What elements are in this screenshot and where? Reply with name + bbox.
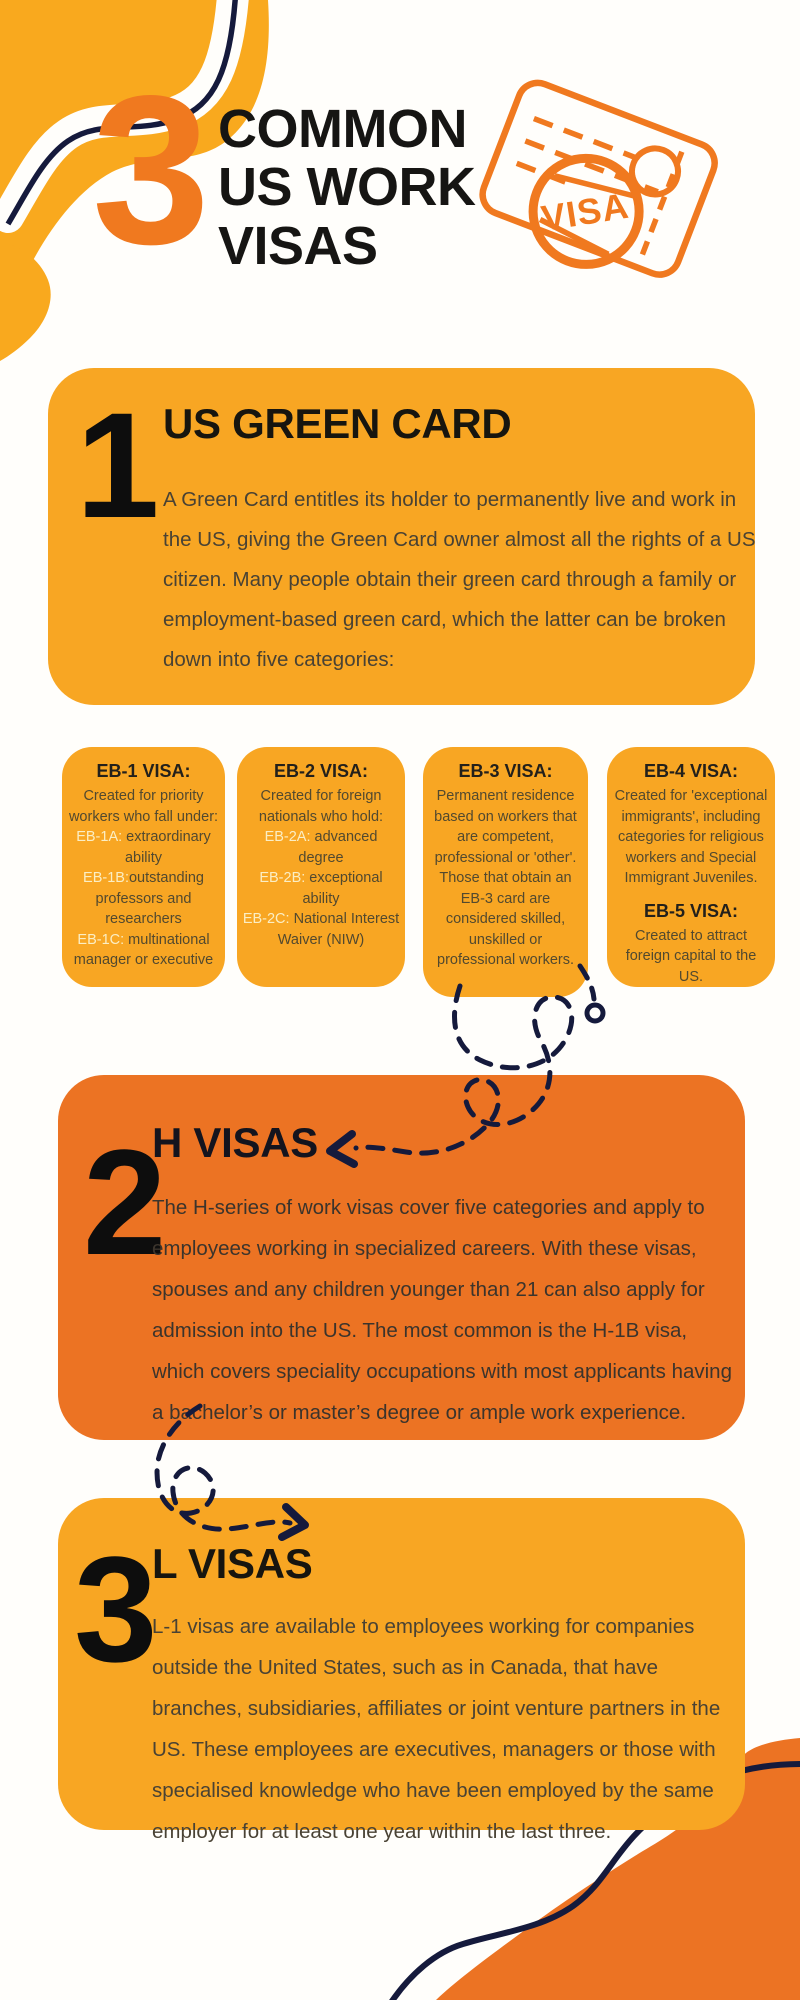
section-number: 1 — [76, 381, 160, 549]
page-title-line-3: VISAS — [218, 215, 378, 276]
eb1a-text: extraordinary ability — [122, 829, 211, 866]
eb1c-text: multinational manager or executive — [73, 931, 214, 968]
eb2-card — [237, 747, 405, 987]
eb1-title: EB-1 VISA: — [96, 761, 191, 781]
eb4-title: EB-4 VISA: — [643, 761, 739, 781]
eb1b-text: outstanding professors and researchers — [95, 870, 204, 927]
eb1-item — [67, 930, 220, 971]
eb5-body: Created to attract foreign capital to the US. — [625, 927, 757, 985]
visa-stamp-icon — [468, 68, 736, 314]
eb2-item — [242, 909, 400, 950]
section-title: L VISAS — [152, 1540, 313, 1587]
section-body: The H-series of work visas cover five categories and apply to employees working in specialized careers. With these visas, spouses and any children younger than 21 can also apply for admission into the US. The most common is the H-1B visa, which covers speciality occupations with most applicants having a bachelor’s or master’s degree or ample work experience. — [152, 1196, 732, 1424]
eb1a-label: EB-1A: — [76, 829, 123, 845]
eb2-item — [242, 868, 400, 909]
header-big-number: 3 — [92, 51, 210, 288]
eb1-item — [67, 868, 220, 930]
eb1-item — [67, 827, 220, 868]
eb4-body: Created for 'exceptional immigrants', including categories for religious workers and Special Immigrant Juveniles. — [614, 788, 768, 886]
eb1c-label: EB-1C: — [77, 931, 125, 948]
eb1-intro: Created for priority workers who fall under: — [68, 788, 219, 825]
eb2a-text: advanced degree — [298, 829, 378, 866]
section-card-l-visas — [58, 1498, 745, 1843]
section-body: L-1 visas are available to employees working for companies outside the United States, such as in Canada, that have branches, subsidiaries, affiliates or joint venture partners in the US. These employees are executives, managers or those with specialised knowledge who have been employed by the same employer for at least one year within the last three. — [152, 1615, 721, 1843]
eb1b-label: EB-1B: — [83, 870, 129, 886]
eb3-card — [423, 747, 588, 997]
section-title: US GREEN CARD — [163, 400, 512, 447]
eb4-card — [607, 747, 775, 987]
page-title — [218, 100, 475, 275]
section-card-h-visas — [58, 1075, 745, 1440]
page-title-line-2: US WORK — [218, 157, 476, 218]
eb2c-label: EB-2C: — [242, 911, 290, 927]
eb2-intro: Created for foreign nationals who hold: — [258, 788, 384, 825]
visa-stamp-text: VISA — [538, 184, 632, 239]
section-title: H VISAS — [152, 1119, 318, 1166]
eb2b-text: exceptional ability — [302, 870, 383, 907]
eb3-title: EB-3 VISA: — [458, 761, 553, 781]
eb1-card — [62, 747, 225, 987]
section-card-green-card — [48, 368, 755, 705]
section-body: A Green Card entitles its holder to permanently live and work in the US, giving the Green Card owner almost all the rights of a US citizen. Many people obtain their green card through a family or employment-based green card, which the latter can be broken down into five categories: — [163, 488, 756, 671]
eb5-title: EB-5 VISA: — [643, 900, 739, 921]
eb3-body: Permanent residence based on workers that are competent, professional or 'other'. Those that obtain an EB-3 card are considered skilled, unskilled or professional workers. — [434, 788, 577, 968]
eb1-body — [67, 786, 220, 971]
eb2c-text: National Interest Waiver (NIW) — [277, 911, 400, 948]
section-number: 2 — [83, 1118, 167, 1286]
eb2-title: EB-2 VISA: — [273, 761, 369, 781]
eb2-body — [242, 786, 400, 950]
page-title-line-1: COMMON — [218, 99, 467, 159]
eb2a-label: EB-2A: — [264, 829, 311, 845]
eb2-item — [242, 827, 400, 868]
top-left-wedge — [0, 242, 51, 361]
section-number: 3 — [74, 1525, 158, 1693]
eb2b-label: EB-2B: — [259, 870, 306, 886]
